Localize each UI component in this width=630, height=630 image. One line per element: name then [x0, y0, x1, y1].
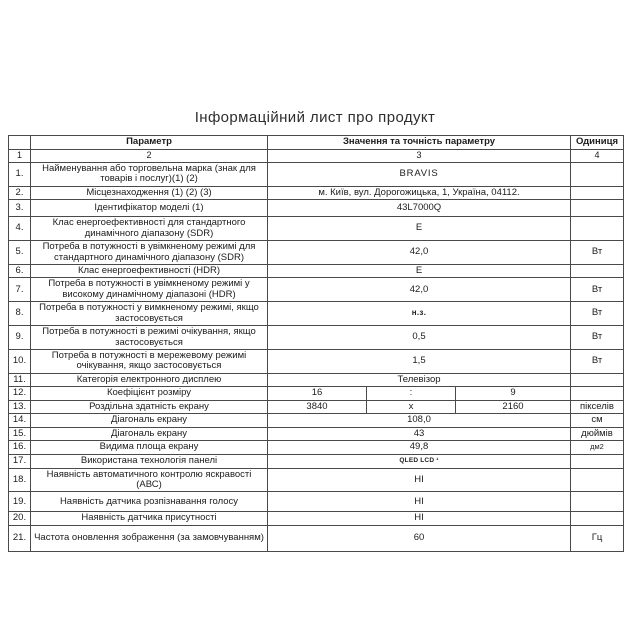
value-cell: м. Київ, вул. Дорогожицька, 1, Україна, 04112.: [268, 186, 571, 199]
param-cell: Використана технологія панелі: [31, 454, 268, 468]
value-cell: 43: [268, 427, 571, 440]
row-number: 13.: [9, 400, 31, 413]
value-cell: 42,0: [268, 241, 571, 265]
row-number: 20.: [9, 512, 31, 525]
param-cell: Місцезнаходження (1) (2) (3): [31, 186, 268, 199]
value-cell: НІ: [268, 492, 571, 512]
table-row: [9, 387, 624, 400]
param-cell: Діагональ екрану: [31, 414, 268, 427]
row-number: 14.: [9, 414, 31, 427]
value-cell: E: [268, 217, 571, 241]
value-cell: 0,5: [268, 326, 571, 350]
value-part-cell: 16: [268, 387, 367, 400]
value-cell: E: [268, 264, 571, 277]
value-cell: НІ: [268, 512, 571, 525]
index-cell: 2: [31, 150, 268, 163]
param-cell: Наявність автоматичного контролю яскравості (АВС): [31, 468, 268, 492]
row-number: 16.: [9, 441, 31, 454]
unit-cell: Гц: [571, 525, 624, 551]
table-header-row: [9, 136, 624, 150]
row-number: 4.: [9, 217, 31, 241]
unit-cell: Вт: [571, 302, 624, 326]
header-num: [9, 136, 31, 150]
unit-cell: см: [571, 414, 624, 427]
page-title: Інформаційний лист про продукт: [194, 109, 436, 126]
table-row: [9, 350, 624, 374]
unit-cell: Вт: [571, 241, 624, 265]
unit-cell: [571, 387, 624, 400]
param-cell: Коефіцієнт розміру: [31, 387, 268, 400]
unit-cell: [571, 373, 624, 386]
row-number: 18.: [9, 468, 31, 492]
unit-cell: [571, 468, 624, 492]
param-cell: Клас енергоефективності (HDR): [31, 264, 268, 277]
unit-cell: [571, 492, 624, 512]
unit-cell: [571, 264, 624, 277]
index-cell: 1: [9, 150, 31, 163]
header-unit: Одиниця: [571, 136, 624, 150]
row-number: 19.: [9, 492, 31, 512]
unit-cell: [571, 512, 624, 525]
row-number: 1.: [9, 162, 31, 186]
table-row: [9, 264, 624, 277]
unit-cell: пікселів: [571, 400, 624, 413]
param-cell: Потреба в потужності в мережевому режимі очікування, якщо застосовується: [31, 350, 268, 374]
param-cell: Ідентифікатор моделі (1): [31, 200, 268, 217]
value-cell: 43L7000Q: [268, 200, 571, 217]
value-cell: 60: [268, 525, 571, 551]
table-row: [9, 302, 624, 326]
unit-cell: Вт: [571, 278, 624, 302]
unit-cell: Вт: [571, 326, 624, 350]
unit-cell: [571, 454, 624, 468]
row-number: 5.: [9, 241, 31, 265]
param-cell: Роздільна здатність екрану: [31, 400, 268, 413]
table-row: [9, 512, 624, 525]
table-row: [9, 162, 624, 186]
row-number: 3.: [9, 200, 31, 217]
table-row: [9, 400, 624, 413]
unit-cell: [571, 217, 624, 241]
table-row: [9, 241, 624, 265]
param-cell: Потреба в потужності в увімкненому режимі у високому динамічному діапазоні (HDR): [31, 278, 268, 302]
column-index-row: [9, 150, 624, 163]
table-row: [9, 326, 624, 350]
table-row: [9, 441, 624, 454]
table-row: [9, 414, 624, 427]
unit-cell: [571, 162, 624, 186]
row-number: 7.: [9, 278, 31, 302]
param-cell: Видима площа екрану: [31, 441, 268, 454]
param-cell: Наявність датчика розпізнавання голосу: [31, 492, 268, 512]
unit-cell: дм2: [571, 441, 624, 454]
table-row: [9, 200, 624, 217]
table-row: [9, 468, 624, 492]
value-cell: 1,5: [268, 350, 571, 374]
value-cell: н.з.: [268, 302, 571, 326]
param-cell: Потреба в потужності у вимкненому режимі, якщо застосовується: [31, 302, 268, 326]
value-part-cell: 3840: [268, 400, 367, 413]
value-cell: Телевізор: [268, 373, 571, 386]
value-cell: BRAVIS: [268, 162, 571, 186]
table-row: [9, 427, 624, 440]
unit-cell: Вт: [571, 350, 624, 374]
table-row: [9, 278, 624, 302]
row-number: 17.: [9, 454, 31, 468]
value-part-cell: 2160: [456, 400, 571, 413]
table-row: [9, 525, 624, 551]
unit-cell: дюймів: [571, 427, 624, 440]
param-cell: Наявність датчика присутності: [31, 512, 268, 525]
row-number: 12.: [9, 387, 31, 400]
param-cell: Найменування або торговельна марка (знак для товарів і послуг)(1) (2): [31, 162, 268, 186]
value-part-cell: 9: [456, 387, 571, 400]
param-cell: Діагональ екрану: [31, 427, 268, 440]
row-number: 21.: [9, 525, 31, 551]
value-cell: 42,0: [268, 278, 571, 302]
header-param: Параметр: [31, 136, 268, 150]
row-number: 15.: [9, 427, 31, 440]
param-cell: Потреба в потужності в режимі очікування, якщо застосовується: [31, 326, 268, 350]
product-info-table: [8, 135, 624, 552]
param-cell: Клас енергоефективності для стандартного динамічного діапазону (SDR): [31, 217, 268, 241]
row-number: 2.: [9, 186, 31, 199]
row-number: 6.: [9, 264, 31, 277]
unit-cell: [571, 186, 624, 199]
value-cell: 49,8: [268, 441, 571, 454]
row-number: 11.: [9, 373, 31, 386]
row-number: 10.: [9, 350, 31, 374]
row-number: 9.: [9, 326, 31, 350]
index-cell: 4: [571, 150, 624, 163]
value-cell: НІ: [268, 468, 571, 492]
table-row: [9, 186, 624, 199]
table-row: [9, 454, 624, 468]
param-cell: Частота оновлення зображення (за замовчуванням): [31, 525, 268, 551]
value-part-cell: :: [367, 387, 456, 400]
value-cell: 108,0: [268, 414, 571, 427]
table-row: [9, 373, 624, 386]
table-row: [9, 217, 624, 241]
header-value: Значення та точність параметру: [268, 136, 571, 150]
value-cell: QLED LCD ¹: [268, 454, 571, 468]
table-row: [9, 492, 624, 512]
param-cell: Потреба в потужності в увімкненому режимі для стандартного динамічного діапазону (SDR): [31, 241, 268, 265]
row-number: 8.: [9, 302, 31, 326]
value-part-cell: х: [367, 400, 456, 413]
param-cell: Категорія електронного дисплею: [31, 373, 268, 386]
index-cell: 3: [268, 150, 571, 163]
unit-cell: [571, 200, 624, 217]
